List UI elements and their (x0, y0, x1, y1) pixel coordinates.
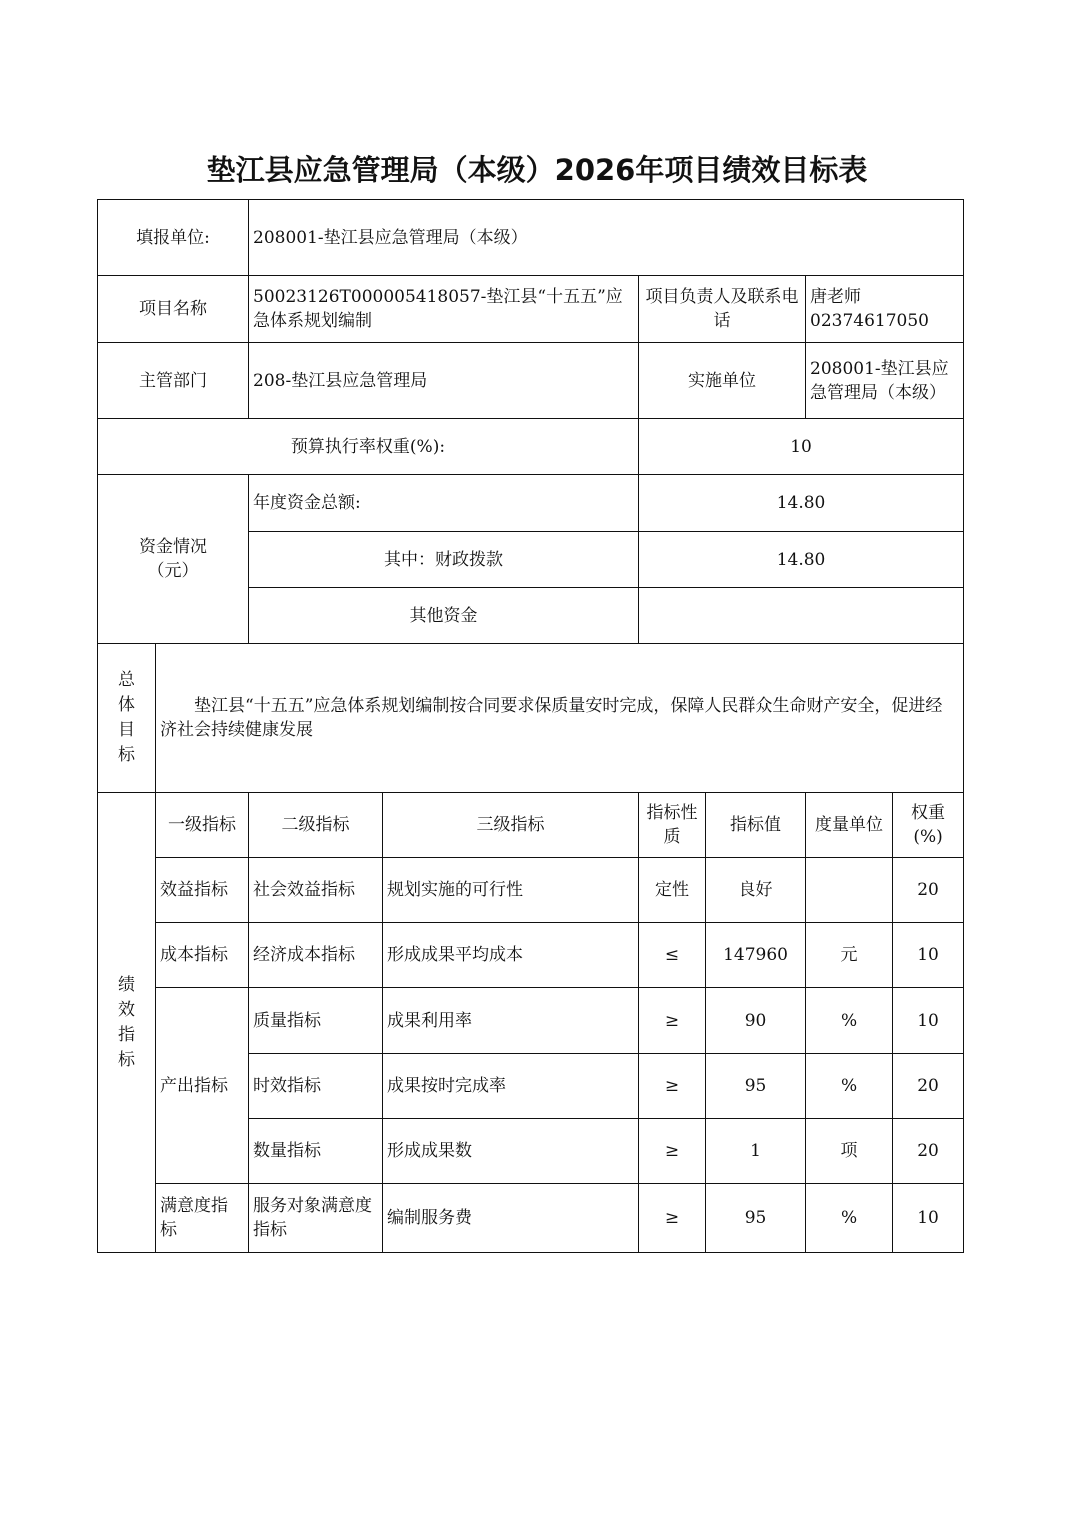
level3-cell: 形成成果数 (383, 1119, 639, 1184)
weight-cell: 20 (893, 858, 964, 923)
weight-cell: 10 (893, 923, 964, 988)
nature-cell: ≥ (639, 1119, 706, 1184)
level2-cell: 时效指标 (249, 1054, 383, 1119)
value-cell: 95 (706, 1054, 806, 1119)
weight-cell: 20 (893, 1054, 964, 1119)
level2-cell: 经济成本指标 (249, 923, 383, 988)
contact-value (806, 276, 964, 343)
project-name-value: 50023126T000005418057-垫江县“十五五”应急体系规划编制 (249, 276, 639, 343)
unit-cell: % (806, 1054, 893, 1119)
unit-cell: 项 (806, 1119, 893, 1184)
filler-value: 208001-垫江县应急管理局（本级） (249, 200, 964, 276)
header-level3: 三级指标 (383, 793, 639, 858)
impl-value: 208001-垫江县应急管理局（本级） (806, 343, 964, 419)
header-level2: 二级指标 (249, 793, 383, 858)
table-row (98, 1184, 964, 1253)
project-name-label: 项目名称 (98, 276, 249, 343)
level2-cell: 服务对象满意度指标 (249, 1184, 383, 1253)
value-cell: 良好 (706, 858, 806, 923)
impl-label: 实施单位 (639, 343, 806, 419)
funds-label: 资金情况（元） (98, 475, 249, 644)
project-row (98, 276, 964, 343)
contact-name: 唐老师 (810, 287, 862, 307)
table-row (98, 858, 964, 923)
contact-phone: 02374617050 (810, 311, 929, 331)
funds-other-label: 其他资金 (249, 588, 639, 644)
funds-fiscal-value: 14.80 (639, 532, 964, 588)
value-cell: 95 (706, 1184, 806, 1253)
dept-row (98, 343, 964, 419)
nature-cell: ≥ (639, 1184, 706, 1253)
funds-total-label: 年度资金总额: (249, 475, 639, 532)
funds-total-value: 14.80 (639, 475, 964, 532)
table-row (98, 988, 964, 1054)
value-cell: 147960 (706, 923, 806, 988)
header-level1: 一级指标 (156, 793, 249, 858)
budget-weight-row (98, 419, 964, 475)
level1-cell: 效益指标 (156, 858, 249, 923)
budget-weight-value: 10 (639, 419, 964, 475)
table-row (98, 923, 964, 988)
level3-cell: 成果利用率 (383, 988, 639, 1054)
goal-row (98, 644, 964, 793)
filler-label: 填报单位: (98, 200, 249, 276)
performance-target-table (97, 199, 964, 1253)
goal-text: 垫江县“十五五”应急体系规划编制按合同要求保质量安时完成，保障人民群众生命财产安全，促进经济社会持续健康发展 (156, 644, 964, 793)
goal-label-text: 总体目标 (118, 670, 135, 765)
header-value: 指标值 (706, 793, 806, 858)
weight-cell: 20 (893, 1119, 964, 1184)
header-weight: 权重(%) (893, 793, 964, 858)
level1-cell: 满意度指标 (156, 1184, 249, 1253)
level1-cell: 产出指标 (156, 988, 249, 1184)
level3-cell: 形成成果平均成本 (383, 923, 639, 988)
budget-weight-label: 预算执行率权重(%): (98, 419, 639, 475)
indicators-label-text: 绩效指标 (118, 974, 135, 1070)
nature-cell: ≥ (639, 988, 706, 1054)
unit-cell: % (806, 1184, 893, 1253)
unit-cell: 元 (806, 923, 893, 988)
level3-cell: 规划实施的可行性 (383, 858, 639, 923)
unit-cell: % (806, 988, 893, 1054)
weight-cell: 10 (893, 988, 964, 1054)
funds-total-row (98, 475, 964, 532)
unit-cell (806, 858, 893, 923)
page-title: 垫江县应急管理局（本级）2026年项目绩效目标表 (206, 153, 868, 187)
header-nature: 指标性质 (639, 793, 706, 858)
value-cell: 90 (706, 988, 806, 1054)
goal-label (98, 644, 156, 793)
nature-cell: 定性 (639, 858, 706, 923)
level3-cell: 编制服务费 (383, 1184, 639, 1253)
funds-other-value (639, 588, 964, 644)
nature-cell: ≥ (639, 1054, 706, 1119)
level2-cell: 社会效益指标 (249, 858, 383, 923)
level3-cell: 成果按时完成率 (383, 1054, 639, 1119)
indicator-header-row (98, 793, 964, 858)
nature-cell: ≤ (639, 923, 706, 988)
weight-cell: 10 (893, 1184, 964, 1253)
level2-cell: 质量指标 (249, 988, 383, 1054)
level2-cell: 数量指标 (249, 1119, 383, 1184)
filler-row (98, 200, 964, 276)
value-cell: 1 (706, 1119, 806, 1184)
header-unit: 度量单位 (806, 793, 893, 858)
dept-label: 主管部门 (98, 343, 249, 419)
indicators-label (98, 793, 156, 1253)
contact-label: 项目负责人及联系电话 (639, 276, 806, 343)
dept-value: 208-垫江县应急管理局 (249, 343, 639, 419)
level1-cell: 成本指标 (156, 923, 249, 988)
funds-fiscal-label: 其中：财政拨款 (249, 532, 639, 588)
